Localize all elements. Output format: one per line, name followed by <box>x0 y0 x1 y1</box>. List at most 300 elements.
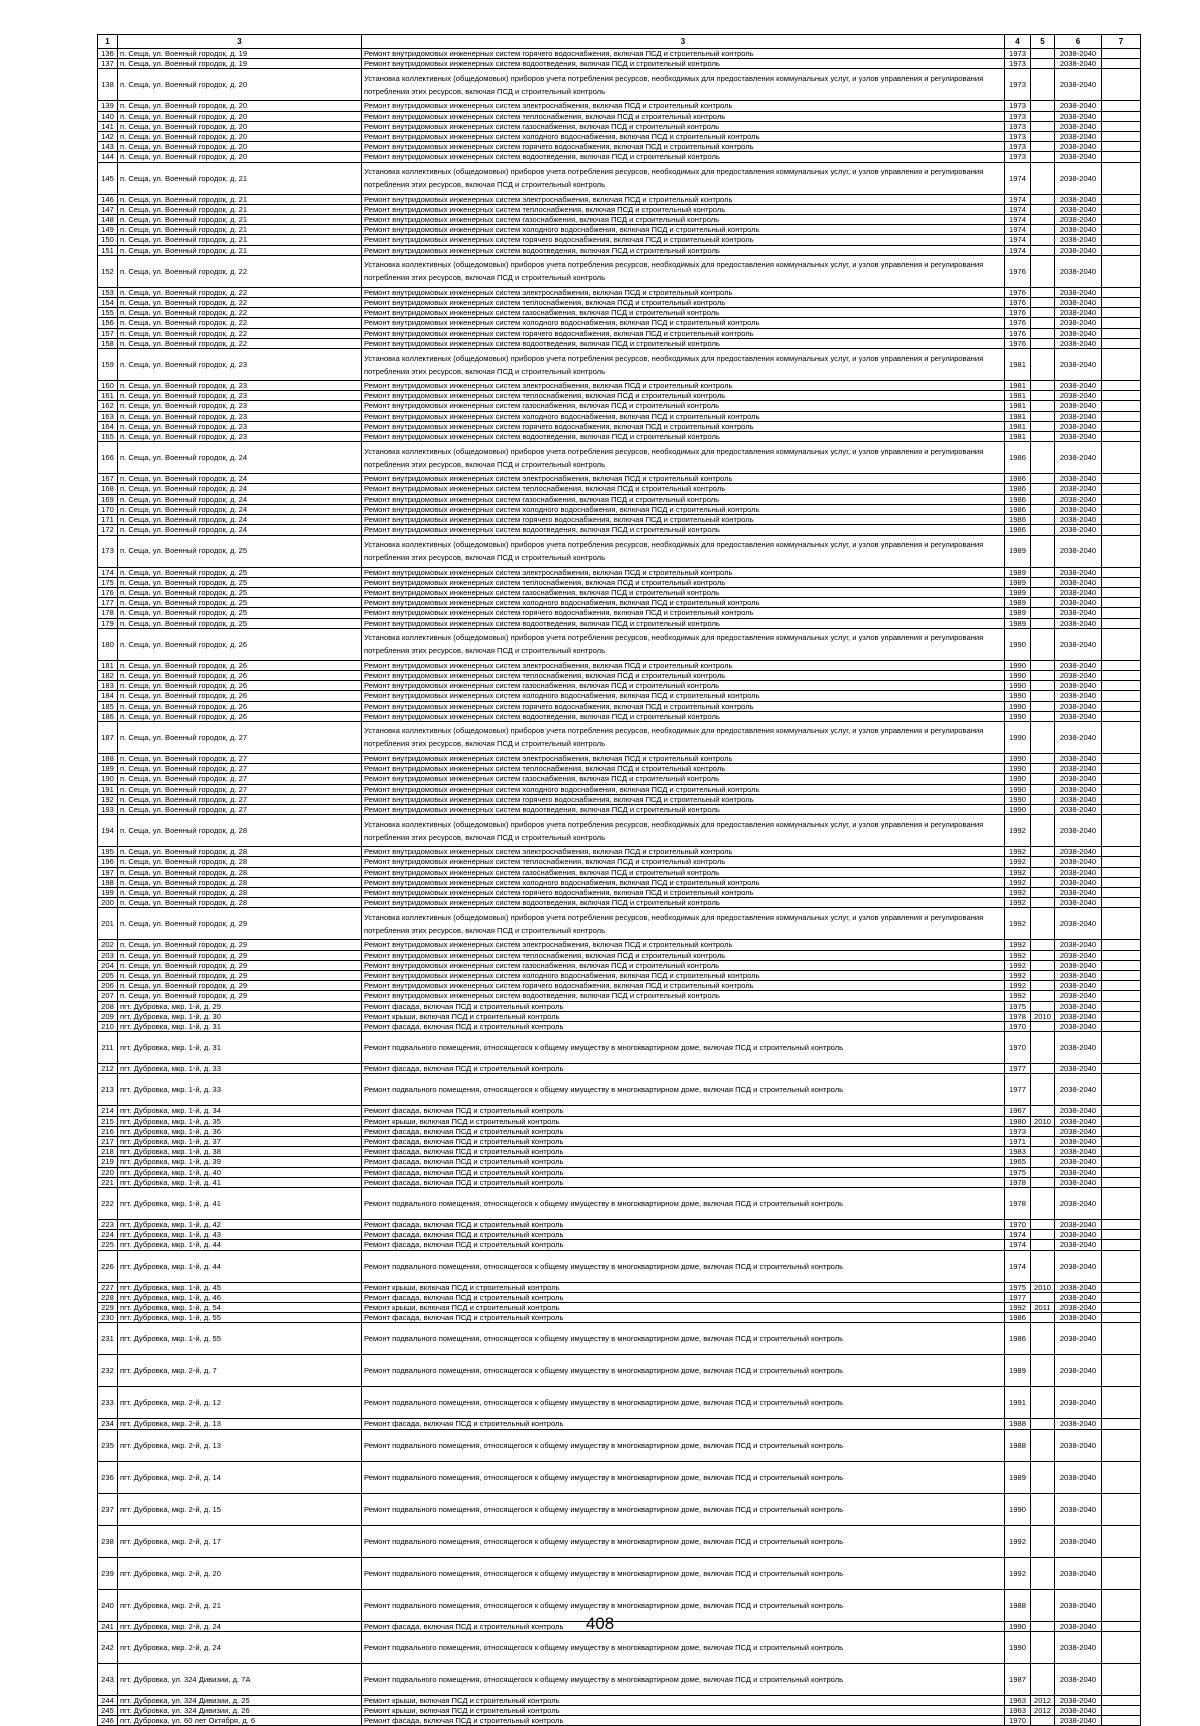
empty-cell <box>1102 1116 1141 1126</box>
table-row <box>98 328 1141 338</box>
build-year-cell: 1976 <box>1005 255 1031 287</box>
row-number: 171 <box>98 515 118 525</box>
table-row <box>98 815 1141 847</box>
row-number: 146 <box>98 194 118 204</box>
table-row <box>98 877 1141 887</box>
row-number: 241 <box>98 1621 118 1631</box>
build-year-cell: 1973 <box>1005 69 1031 101</box>
last-repair-year-cell <box>1031 960 1055 970</box>
work-description-cell: Установка коллективных (общедомовых) приборов учета потребления ресурсов, необходимых для предоставления коммунальных услуг, и узлов управления и регулирования потребления этих ресурсов, включая ПСД и строительный контроль <box>362 535 1005 567</box>
row-number: 142 <box>98 132 118 142</box>
table-row <box>98 867 1141 877</box>
row-number: 238 <box>98 1525 118 1557</box>
last-repair-year-cell <box>1031 794 1055 804</box>
empty-cell <box>1102 908 1141 940</box>
empty-cell <box>1102 69 1141 101</box>
table-row <box>98 691 1141 701</box>
build-year-cell: 1975 <box>1005 1167 1031 1177</box>
empty-cell <box>1102 970 1141 980</box>
planned-period-cell: 2038-2040 <box>1055 1032 1102 1064</box>
table-row <box>98 1116 1141 1126</box>
last-repair-year-cell <box>1031 1663 1055 1695</box>
address-cell: п. Сеща, ул. Военный городок, д. 24 <box>118 484 362 494</box>
row-number: 151 <box>98 245 118 255</box>
row-number: 199 <box>98 887 118 897</box>
register-sheet <box>97 34 1140 1726</box>
table-row <box>98 1064 1141 1074</box>
planned-period-cell: 2038-2040 <box>1055 721 1102 753</box>
last-repair-year-cell <box>1031 721 1055 753</box>
build-year-cell: 1976 <box>1005 318 1031 328</box>
row-number: 225 <box>98 1240 118 1250</box>
row-number: 224 <box>98 1230 118 1240</box>
work-description-cell: Ремонт внутридомовых инженерных систем горячего водоснабжения, включая ПСД и строительный контроль <box>362 328 1005 338</box>
address-cell: пгт. Дубровка, мкр. 2-й, д. 7 <box>118 1355 362 1387</box>
work-description-cell: Ремонт внутридомовых инженерных систем газоснабжения, включая ПСД и строительный контроль <box>362 774 1005 784</box>
work-description-cell: Ремонт внутридомовых инженерных систем холодного водоснабжения, включая ПСД и строительный контроль <box>362 970 1005 980</box>
build-year-cell: 1974 <box>1005 1250 1031 1282</box>
build-year-cell: 1992 <box>1005 960 1031 970</box>
empty-cell <box>1102 255 1141 287</box>
build-year-cell: 1992 <box>1005 847 1031 857</box>
table-row <box>98 442 1141 474</box>
row-number: 233 <box>98 1387 118 1419</box>
last-repair-year-cell <box>1031 940 1055 950</box>
work-description-cell: Ремонт внутридомовых инженерных систем горячего водоснабжения, включая ПСД и строительный контроль <box>362 515 1005 525</box>
last-repair-year-cell <box>1031 847 1055 857</box>
row-number: 160 <box>98 381 118 391</box>
empty-cell <box>1102 1303 1141 1313</box>
empty-cell <box>1102 567 1141 577</box>
empty-cell <box>1102 898 1141 908</box>
address-cell: п. Сеща, ул. Военный городок, д. 27 <box>118 804 362 814</box>
last-repair-year-cell <box>1031 204 1055 214</box>
empty-cell <box>1102 1022 1141 1032</box>
last-repair-year-cell: 2010 <box>1031 1011 1055 1021</box>
work-description-cell: Ремонт внутридомовых инженерных систем электроснабжения, включая ПСД и строительный контроль <box>362 287 1005 297</box>
last-repair-year-cell <box>1031 1126 1055 1136</box>
last-repair-year-cell <box>1031 49 1055 59</box>
planned-period-cell: 2038-2040 <box>1055 1461 1102 1493</box>
table-row <box>98 101 1141 111</box>
work-description-cell: Ремонт внутридомовых инженерных систем водоотведения, включая ПСД и строительный контроль <box>362 152 1005 162</box>
last-repair-year-cell <box>1031 1323 1055 1355</box>
address-cell: п. Сеща, ул. Военный городок, д. 25 <box>118 608 362 618</box>
row-number: 167 <box>98 474 118 484</box>
work-description-cell: Ремонт внутридомовых инженерных систем газоснабжения, включая ПСД и строительный контроль <box>362 308 1005 318</box>
table-row <box>98 587 1141 597</box>
last-repair-year-cell <box>1031 121 1055 131</box>
table-row <box>98 162 1141 194</box>
last-repair-year-cell <box>1031 287 1055 297</box>
address-cell: п. Сеща, ул. Военный городок, д. 21 <box>118 204 362 214</box>
last-repair-year-cell <box>1031 1419 1055 1429</box>
work-description-cell: Ремонт внутридомовых инженерных систем холодного водоснабжения, включая ПСД и строительный контроль <box>362 504 1005 514</box>
empty-cell <box>1102 784 1141 794</box>
build-year-cell: 1986 <box>1005 1313 1031 1323</box>
planned-period-cell: 2038-2040 <box>1055 567 1102 577</box>
build-year-cell: 1990 <box>1005 774 1031 784</box>
col-header-7: 7 <box>1102 35 1141 49</box>
empty-cell <box>1102 411 1141 421</box>
work-description-cell: Ремонт внутридомовых инженерных систем газоснабжения, включая ПСД и строительный контроль <box>362 681 1005 691</box>
empty-cell <box>1102 815 1141 847</box>
work-description-cell: Ремонт фасада, включая ПСД и строительный контроль <box>362 1001 1005 1011</box>
address-cell: пгт. Дубровка, мкр. 1-й, д. 38 <box>118 1147 362 1157</box>
last-repair-year-cell <box>1031 784 1055 794</box>
last-repair-year-cell <box>1031 1167 1055 1177</box>
table-row <box>98 411 1141 421</box>
table-row <box>98 1387 1141 1419</box>
build-year-cell: 1986 <box>1005 504 1031 514</box>
address-cell: п. Сеща, ул. Военный городок, д. 22 <box>118 287 362 297</box>
empty-cell <box>1102 1011 1141 1021</box>
row-number: 181 <box>98 660 118 670</box>
last-repair-year-cell <box>1031 215 1055 225</box>
address-cell: пгт. Дубровка, мкр. 1-й, д. 31 <box>118 1032 362 1064</box>
build-year-cell: 1973 <box>1005 121 1031 131</box>
row-number: 136 <box>98 49 118 59</box>
work-description-cell: Ремонт внутридомовых инженерных систем газоснабжения, включая ПСД и строительный контроль <box>362 121 1005 131</box>
build-year-cell: 1975 <box>1005 1282 1031 1292</box>
table-row <box>98 1282 1141 1292</box>
address-cell: пгт. Дубровка, мкр. 1-й, д. 33 <box>118 1064 362 1074</box>
address-cell: п. Сеща, ул. Военный городок, д. 22 <box>118 338 362 348</box>
row-number: 176 <box>98 587 118 597</box>
row-number: 184 <box>98 691 118 701</box>
build-year-cell: 1992 <box>1005 1303 1031 1313</box>
row-number: 204 <box>98 960 118 970</box>
build-year-cell: 1990 <box>1005 784 1031 794</box>
planned-period-cell: 2038-2040 <box>1055 1303 1102 1313</box>
table-row <box>98 764 1141 774</box>
work-description-cell: Ремонт внутридомовых инженерных систем электроснабжения, включая ПСД и строительный контроль <box>362 194 1005 204</box>
empty-cell <box>1102 598 1141 608</box>
row-number: 229 <box>98 1303 118 1313</box>
table-row <box>98 1032 1141 1064</box>
table-row <box>98 1323 1141 1355</box>
address-cell: пгт. Дубровка, мкр. 2-й, д. 17 <box>118 1525 362 1557</box>
row-number: 222 <box>98 1188 118 1220</box>
address-cell: п. Сеща, ул. Военный городок, д. 23 <box>118 349 362 381</box>
table-row <box>98 1716 1141 1726</box>
empty-cell <box>1102 721 1141 753</box>
row-number: 245 <box>98 1706 118 1716</box>
last-repair-year-cell <box>1031 1240 1055 1250</box>
empty-cell <box>1102 298 1141 308</box>
work-description-cell: Ремонт внутридомовых инженерных систем электроснабжения, включая ПСД и строительный контроль <box>362 101 1005 111</box>
table-row <box>98 1106 1141 1116</box>
empty-cell <box>1102 142 1141 152</box>
col-header-1: 1 <box>98 35 118 49</box>
last-repair-year-cell: 2012 <box>1031 1695 1055 1705</box>
build-year-cell: 1970 <box>1005 1716 1031 1726</box>
planned-period-cell: 2038-2040 <box>1055 1001 1102 1011</box>
build-year-cell: 1973 <box>1005 101 1031 111</box>
address-cell: пгт. Дубровка, мкр. 1-й, д. 29 <box>118 1001 362 1011</box>
last-repair-year-cell <box>1031 1230 1055 1240</box>
row-number: 244 <box>98 1695 118 1705</box>
work-description-cell: Ремонт внутридомовых инженерных систем водоотведения, включая ПСД и строительный контроль <box>362 525 1005 535</box>
work-description-cell: Ремонт внутридомовых инженерных систем газоснабжения, включая ПСД и строительный контроль <box>362 587 1005 597</box>
build-year-cell: 1992 <box>1005 981 1031 991</box>
planned-period-cell: 2038-2040 <box>1055 887 1102 897</box>
row-number: 198 <box>98 877 118 887</box>
work-description-cell: Ремонт внутридомовых инженерных систем газоснабжения, включая ПСД и строительный контроль <box>362 960 1005 970</box>
work-description-cell: Установка коллективных (общедомовых) приборов учета потребления ресурсов, необходимых для предоставления коммунальных услуг, и узлов управления и регулирования потребления этих ресурсов, включая ПСД и строительный контроль <box>362 162 1005 194</box>
row-number: 227 <box>98 1282 118 1292</box>
table-row <box>98 1355 1141 1387</box>
address-cell: пгт. Дубровка, мкр. 2-й, д. 15 <box>118 1493 362 1525</box>
row-number: 172 <box>98 525 118 535</box>
build-year-cell: 1973 <box>1005 49 1031 59</box>
empty-cell <box>1102 1493 1141 1525</box>
planned-period-cell: 2038-2040 <box>1055 1663 1102 1695</box>
work-description-cell: Ремонт внутридомовых инженерных систем водоотведения, включая ПСД и строительный контроль <box>362 804 1005 814</box>
planned-period-cell: 2038-2040 <box>1055 577 1102 587</box>
empty-cell <box>1102 681 1141 691</box>
build-year-cell: 1974 <box>1005 215 1031 225</box>
empty-cell <box>1102 887 1141 897</box>
address-cell: п. Сеща, ул. Военный городок, д. 29 <box>118 908 362 940</box>
build-year-cell: 1978 <box>1005 1188 1031 1220</box>
last-repair-year-cell <box>1031 1716 1055 1726</box>
row-number: 177 <box>98 598 118 608</box>
table-row <box>98 1137 1141 1147</box>
last-repair-year-cell <box>1031 1074 1055 1106</box>
empty-cell <box>1102 1429 1141 1461</box>
address-cell: п. Сеща, ул. Военный городок, д. 28 <box>118 857 362 867</box>
work-description-cell: Ремонт внутридомовых инженерных систем газоснабжения, включая ПСД и строительный контроль <box>362 215 1005 225</box>
empty-cell <box>1102 1064 1141 1074</box>
work-description-cell: Ремонт подвального помещения, относящегося к общему имуществу в многоквартирном доме, включая ПСД и строительный контроль <box>362 1323 1005 1355</box>
build-year-cell: 1986 <box>1005 494 1031 504</box>
address-cell: п. Сеща, ул. Военный городок, д. 29 <box>118 970 362 980</box>
table-row <box>98 608 1141 618</box>
last-repair-year-cell <box>1031 1461 1055 1493</box>
planned-period-cell: 2038-2040 <box>1055 474 1102 484</box>
table-row <box>98 111 1141 121</box>
last-repair-year-cell <box>1031 981 1055 991</box>
row-number: 155 <box>98 308 118 318</box>
table-row <box>98 1177 1141 1187</box>
work-description-cell: Ремонт внутридомовых инженерных систем теплоснабжения, включая ПСД и строительный контроль <box>362 764 1005 774</box>
address-cell: п. Сеща, ул. Военный городок, д. 22 <box>118 298 362 308</box>
planned-period-cell: 2038-2040 <box>1055 774 1102 784</box>
build-year-cell: 1980 <box>1005 1116 1031 1126</box>
address-cell: пгт. Дубровка, мкр. 1-й, д. 31 <box>118 1022 362 1032</box>
table-row <box>98 1011 1141 1021</box>
table-row <box>98 132 1141 142</box>
empty-cell <box>1102 804 1141 814</box>
last-repair-year-cell <box>1031 618 1055 628</box>
row-number: 216 <box>98 1126 118 1136</box>
build-year-cell: 1974 <box>1005 1230 1031 1240</box>
planned-period-cell: 2038-2040 <box>1055 255 1102 287</box>
last-repair-year-cell <box>1031 1557 1055 1589</box>
row-number: 235 <box>98 1429 118 1461</box>
table-row <box>98 1525 1141 1557</box>
build-year-cell: 1990 <box>1005 804 1031 814</box>
build-year-cell: 1973 <box>1005 59 1031 69</box>
last-repair-year-cell <box>1031 815 1055 847</box>
empty-cell <box>1102 391 1141 401</box>
row-number: 187 <box>98 721 118 753</box>
build-year-cell: 1981 <box>1005 421 1031 431</box>
planned-period-cell: 2038-2040 <box>1055 1240 1102 1250</box>
planned-period-cell: 2038-2040 <box>1055 162 1102 194</box>
table-row <box>98 484 1141 494</box>
row-number: 156 <box>98 318 118 328</box>
table-row <box>98 628 1141 660</box>
col-header-2: 3 <box>118 35 362 49</box>
row-number: 182 <box>98 670 118 680</box>
work-description-cell: Ремонт внутридомовых инженерных систем холодного водоснабжения, включая ПСД и строительный контроль <box>362 225 1005 235</box>
work-description-cell: Ремонт внутридомовых инженерных систем водоотведения, включая ПСД и строительный контроль <box>362 711 1005 721</box>
address-cell: п. Сеща, ул. Военный городок, д. 28 <box>118 887 362 897</box>
table-row <box>98 121 1141 131</box>
last-repair-year-cell <box>1031 691 1055 701</box>
last-repair-year-cell <box>1031 515 1055 525</box>
empty-cell <box>1102 59 1141 69</box>
planned-period-cell: 2038-2040 <box>1055 1074 1102 1106</box>
build-year-cell: 1990 <box>1005 691 1031 701</box>
empty-cell <box>1102 474 1141 484</box>
address-cell: п. Сеща, ул. Военный городок, д. 21 <box>118 215 362 225</box>
row-number: 212 <box>98 1064 118 1074</box>
planned-period-cell: 2038-2040 <box>1055 877 1102 887</box>
table-row <box>98 1461 1141 1493</box>
planned-period-cell: 2038-2040 <box>1055 991 1102 1001</box>
table-row <box>98 338 1141 348</box>
build-year-cell: 1989 <box>1005 577 1031 587</box>
planned-period-cell: 2038-2040 <box>1055 1177 1102 1187</box>
planned-period-cell: 2038-2040 <box>1055 484 1102 494</box>
planned-period-cell: 2038-2040 <box>1055 504 1102 514</box>
address-cell: п. Сеща, ул. Военный городок, д. 24 <box>118 474 362 484</box>
work-description-cell: Ремонт внутридомовых инженерных систем горячего водоснабжения, включая ПСД и строительный контроль <box>362 794 1005 804</box>
empty-cell <box>1102 442 1141 474</box>
row-number: 148 <box>98 215 118 225</box>
table-row <box>98 142 1141 152</box>
table-row <box>98 598 1141 608</box>
planned-period-cell: 2038-2040 <box>1055 328 1102 338</box>
row-number: 152 <box>98 255 118 287</box>
table-row <box>98 69 1141 101</box>
empty-cell <box>1102 587 1141 597</box>
planned-period-cell: 2038-2040 <box>1055 1126 1102 1136</box>
row-number: 196 <box>98 857 118 867</box>
last-repair-year-cell <box>1031 660 1055 670</box>
work-description-cell: Ремонт крыши, включая ПСД и строительный контроль <box>362 1116 1005 1126</box>
planned-period-cell: 2038-2040 <box>1055 970 1102 980</box>
last-repair-year-cell <box>1031 1157 1055 1167</box>
last-repair-year-cell <box>1031 535 1055 567</box>
build-year-cell: 1990 <box>1005 1493 1031 1525</box>
planned-period-cell: 2038-2040 <box>1055 1419 1102 1429</box>
work-description-cell: Установка коллективных (общедомовых) приборов учета потребления ресурсов, необходимых для предоставления коммунальных услуг, и узлов управления и регулирования потребления этих ресурсов, включая ПСД и строительный контроль <box>362 255 1005 287</box>
empty-cell <box>1102 981 1141 991</box>
build-year-cell: 1973 <box>1005 111 1031 121</box>
row-number: 154 <box>98 298 118 308</box>
planned-period-cell: 2038-2040 <box>1055 815 1102 847</box>
table-row <box>98 1074 1141 1106</box>
work-description-cell: Ремонт внутридомовых инженерных систем водоотведения, включая ПСД и строительный контроль <box>362 618 1005 628</box>
work-description-cell: Ремонт внутридомовых инженерных систем холодного водоснабжения, включая ПСД и строительный контроль <box>362 691 1005 701</box>
planned-period-cell: 2038-2040 <box>1055 1230 1102 1240</box>
empty-cell <box>1102 950 1141 960</box>
empty-cell <box>1102 847 1141 857</box>
work-description-cell: Ремонт внутридомовых инженерных систем теплоснабжения, включая ПСД и строительный контроль <box>362 484 1005 494</box>
address-cell: п. Сеща, ул. Военный городок, д. 21 <box>118 245 362 255</box>
empty-cell <box>1102 1250 1141 1282</box>
address-cell: п. Сеща, ул. Военный городок, д. 20 <box>118 132 362 142</box>
work-description-cell: Ремонт подвального помещения, относящегося к общему имуществу в многоквартирном доме, включая ПСД и строительный контроль <box>362 1461 1005 1493</box>
row-number: 141 <box>98 121 118 131</box>
build-year-cell: 1977 <box>1005 1292 1031 1302</box>
last-repair-year-cell <box>1031 1250 1055 1282</box>
address-cell: п. Сеща, ул. Военный городок, д. 27 <box>118 774 362 784</box>
address-cell: пгт. Дубровка, мкр. 1-й, д. 39 <box>118 1157 362 1167</box>
build-year-cell: 1992 <box>1005 950 1031 960</box>
planned-period-cell: 2038-2040 <box>1055 804 1102 814</box>
table-row <box>98 1663 1141 1695</box>
work-description-cell: Ремонт подвального помещения, относящегося к общему имуществу в многоквартирном доме, включая ПСД и строительный контроль <box>362 1631 1005 1663</box>
table-row <box>98 970 1141 980</box>
table-row <box>98 204 1141 214</box>
build-year-cell: 1981 <box>1005 349 1031 381</box>
last-repair-year-cell <box>1031 442 1055 474</box>
work-description-cell: Ремонт подвального помещения, относящегося к общему имуществу в многоквартирном доме, включая ПСД и строительный контроль <box>362 1429 1005 1461</box>
planned-period-cell: 2038-2040 <box>1055 245 1102 255</box>
row-number: 195 <box>98 847 118 857</box>
work-description-cell: Ремонт внутридомовых инженерных систем газоснабжения, включая ПСД и строительный контроль <box>362 401 1005 411</box>
work-description-cell: Ремонт внутридомовых инженерных систем горячего водоснабжения, включая ПСД и строительный контроль <box>362 49 1005 59</box>
empty-cell <box>1102 1157 1141 1167</box>
work-description-cell: Установка коллективных (общедомовых) приборов учета потребления ресурсов, необходимых для предоставления коммунальных услуг, и узлов управления и регулирования потребления этих ресурсов, включая ПСД и строительный контроль <box>362 628 1005 660</box>
work-description-cell: Установка коллективных (общедомовых) приборов учета потребления ресурсов, необходимых для предоставления коммунальных услуг, и узлов управления и регулирования потребления этих ресурсов, включая ПСД и строительный контроль <box>362 721 1005 753</box>
last-repair-year-cell <box>1031 804 1055 814</box>
empty-cell <box>1102 101 1141 111</box>
address-cell: пгт. Дубровка, мкр. 1-й, д. 46 <box>118 1292 362 1302</box>
table-row <box>98 287 1141 297</box>
empty-cell <box>1102 1631 1141 1663</box>
build-year-cell: 1989 <box>1005 598 1031 608</box>
work-description-cell: Ремонт внутридомовых инженерных систем теплоснабжения, включая ПСД и строительный контроль <box>362 670 1005 680</box>
planned-period-cell: 2038-2040 <box>1055 69 1102 101</box>
planned-period-cell: 2038-2040 <box>1055 753 1102 763</box>
address-cell: п. Сеща, ул. Военный городок, д. 26 <box>118 628 362 660</box>
planned-period-cell: 2038-2040 <box>1055 142 1102 152</box>
planned-period-cell: 2038-2040 <box>1055 960 1102 970</box>
work-description-cell: Ремонт внутридомовых инженерных систем горячего водоснабжения, включая ПСД и строительный контроль <box>362 235 1005 245</box>
last-repair-year-cell <box>1031 142 1055 152</box>
last-repair-year-cell <box>1031 608 1055 618</box>
address-cell: пгт. Дубровка, мкр. 2-й, д. 20 <box>118 1557 362 1589</box>
row-number: 180 <box>98 628 118 660</box>
planned-period-cell: 2038-2040 <box>1055 535 1102 567</box>
planned-period-cell: 2038-2040 <box>1055 111 1102 121</box>
planned-period-cell: 2038-2040 <box>1055 338 1102 348</box>
table-row <box>98 1292 1141 1302</box>
build-year-cell: 1977 <box>1005 1074 1031 1106</box>
work-description-cell: Ремонт внутридомовых инженерных систем водоотведения, включая ПСД и строительный контроль <box>362 898 1005 908</box>
address-cell: п. Сеща, ул. Военный городок, д. 26 <box>118 670 362 680</box>
address-cell: п. Сеща, ул. Военный городок, д. 26 <box>118 660 362 670</box>
table-row <box>98 152 1141 162</box>
work-description-cell: Ремонт фасада, включая ПСД и строительный контроль <box>362 1022 1005 1032</box>
empty-cell <box>1102 1355 1141 1387</box>
